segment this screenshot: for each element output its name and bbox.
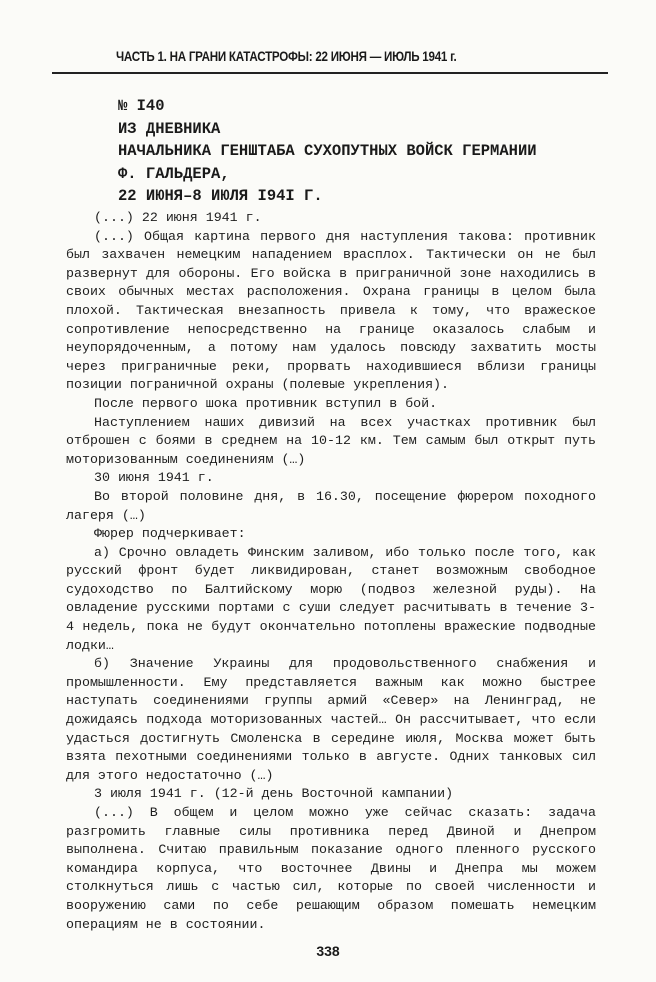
paragraph: а) Срочно овладеть Финским заливом, ибо только после того, как русский фронт будет ликвидирован, станет возможным свободное судоходство по Балтийскому морю (подвоз железной руды). На овладение русскими портами с суши следует расчитывать в течение 3-4 недель, пока не будут окончательно потоплены вражеские подводные лодки… [66,544,596,653]
paragraph: (...) 22 июня 1941 г. [94,210,262,225]
paragraph: б) Значение Украины для продовольственного снабжения и промышленности. Ему представляется важным как можно быстрее наступать соединениями группы армий «Север» на Ленинград, не дожидаясь подхода моторизованных частей… Он рассчитывает, что если удасться достигнуть Смоленска в середине июля, Москва может быть взята пехотными соединениями только в августе. Одних танковых сил для этого недостаточно (…) [66,656,596,783]
document-number: № I40 [118,97,165,115]
title-line: ИЗ ДНЕВНИКА [118,119,221,138]
title-line: Ф. ГАЛЬДЕРА, [118,164,230,183]
date-heading: 3 июля 1941 г. (12-й день Восточной кампании) [94,786,454,802]
document-title-block [118,95,618,208]
paragraph: Во второй половине дня, в 16.30, посещение фюрером походного лагеря (…) [66,488,596,523]
title-line: 22 ИЮНЯ–8 ИЮЛЯ I94I Г. [118,187,323,205]
title-line: НАЧАЛЬНИКА ГЕНШТАБА СУХОПУТНЫХ ВОЙСК ГЕРМАНИИ [118,142,537,160]
paragraph: Фюрер подчеркивает: [94,526,246,542]
running-title: ЧАСТЬ 1. НА ГРАНИ КАТАСТРОФЫ: 22 ИЮНЯ — ИЮЛЬ 1941 г. [116,49,457,64]
paragraph: (...) Общая картина первого дня наступления такова: противник был захвачен немецким нападением врасплох. Тактически он не был развернут для обороны. Его войска в приграничной зоне находились в своих обычных местах расположения. Охрана границы в целом была плохой. Тактическая внезапность привела к тому, что вражеское сопротивление непосредственно на границе оказалось слабым и неупорядоченным, а потому нам удалось повсюду захватить мосты через приграничные реки, прорвать находившиеся вблизи границы позиции пограничной охраны (полевые укрепления). [66,228,596,393]
page-number: 338 [316,943,340,959]
date-heading: 30 июня 1941 г. [94,470,214,486]
running-header [52,46,608,74]
paragraph: Наступлением наших дивизий на всех участках противник был отброшен с боями в среднем на 10-12 км. Тем самым был открыт путь моторизованным соединениям (…) [66,414,596,467]
paragraph: После первого шока противник вступил в бой. [94,395,438,411]
document-body [66,209,596,934]
paragraph: (...) В общем и целом можно уже сейчас сказать: задача разгромить главные силы противника перед Двиной и Днепром выполнена. Считаю правильным показание одного пленного русского командира корпуса, что восточнее Двины и Днепра мы можем столкнуться лишь с частью сил, которые по своей численности и вооружению сами по себе решающим образом помешать немецким операциям не в состоянии. [66,805,596,932]
